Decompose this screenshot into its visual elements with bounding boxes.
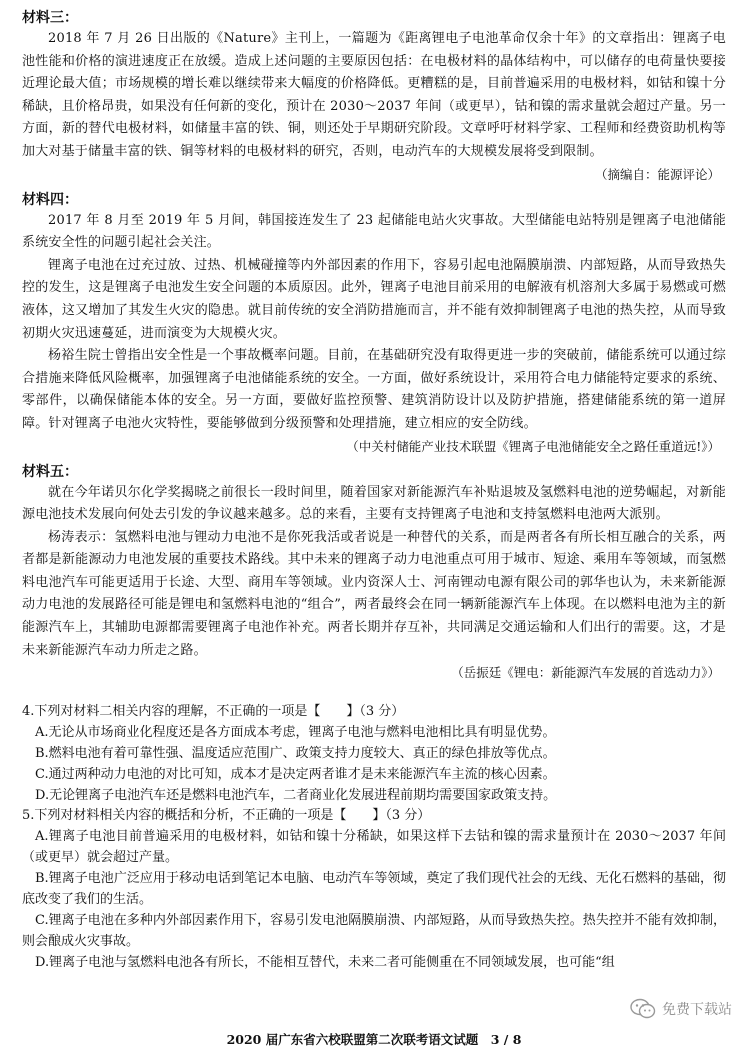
material-four-paragraph: 杨裕生院士曾指出安全性是一个事故概率问题。目前，在基础研究没有取得更进一步的突破前，储能系统可以通过综合措施来降低风险概率，加强锂离子电池储能系统的安全。一方面，做好系统设计，采用符合电力储能特定要求的系统、零部件，以确保储能本体的安全。另一方面，要做好监控预警、建筑消防设计以及防护措施，搭建储能系统的第一道屏障。针对锂离子电池火灾特性，要能够做到分级预警和处理措施，建立相应的安全防线。 xyxy=(22,348,726,431)
material-four-heading: 材料四： xyxy=(22,191,78,208)
page-footer: 2020 届广东省六校联盟第二次联考语文试题 3 / 8 xyxy=(226,1032,522,1047)
material-three-source: （摘编自：能源评论） xyxy=(594,166,720,182)
material-four-paragraph: 锂离子电池在过充过放、过热、机械碰撞等内外部因素的作用下，容易引起电池隔膜崩溃、内部短路，从而导致热失控的发生，这是锂离子电池发生安全问题的本质原因。此外，锂离子电池目前采用的电解液有机溶剂大多属于易燃或可燃液体，这又增加了其发生火灾的隐患。就目前传统的安全消防措施而言，并不能有效抑制锂离子电池的热失控，从而导致初期火灾迅速蔓延，进而演变为大规模火灾。 xyxy=(22,257,726,341)
material-four-paragraph: 2017 年 8 月至 2019 年 5 月间，韩国接连发生了 23 起储能电站火灾事故。大型储能电站特别是锂离子电池储能系统安全性的问题引起社会关注。 xyxy=(22,212,726,251)
question-4 xyxy=(22,702,726,806)
material-four-source: （中关村储能产业技术联盟《锂离子电池储能安全之路任重道远!》） xyxy=(346,438,720,454)
spacer xyxy=(22,688,726,702)
material-five xyxy=(22,462,726,685)
watermark-text: 免费下载站 xyxy=(662,1002,732,1018)
question-4-option-c: C.通过两种动力电池的对比可知，成本才是决定两者谁才是未来能源汽车主流的核心因素。 xyxy=(35,767,556,783)
question-5-option-d: D.锂离子电池与氢燃料电池各有所长，不能相互替代，未来二者可能侧重在不同领域发展，也可能“组 xyxy=(35,955,615,971)
question-5-option-a: A.锂离子电池目前普遍采用的电极材料，如钴和镍十分稀缺，如果这样下去钴和镍的需求量预计在 2030～2037 年间（或更早）就会超过产量。 xyxy=(22,829,726,866)
question-5-stem: 5.下列对材料相关内容的概括和分析，不正确的一项是【 】（3 分） xyxy=(22,808,431,824)
question-5 xyxy=(22,806,726,973)
material-five-source: （岳振廷《锂电：新能源汽车发展的首选动力》） xyxy=(451,665,720,681)
question-4-stem: 4.下列对材料二相关内容的理解，不正确的一项是【 】（3 分） xyxy=(22,704,405,720)
question-5-option-b: B.锂离子电池广泛应用于移动电话到笔记本电脑、电动汽车等领域，奠定了我们现代社会的无线、无化石燃料的基础，彻底改变了我们的生活。 xyxy=(22,871,726,908)
material-five-paragraph: 就在今年诺贝尔化学奖揭晓之前很长一段时间里，随着国家对新能源汽车补贴退坡及氢燃料电池的逆势崛起，对新能源电池技术发展向何处去引发的争议越来越多。总的来看，主要有支持锂离子电池和支持氢燃料电池两大派别。 xyxy=(22,484,726,523)
material-four xyxy=(22,190,726,458)
material-three-heading: 材料三： xyxy=(22,10,78,26)
question-4-option-a: A.无论从市场商业化程度还是各方面成本考虑，锂离子电池与燃料电池相比具有明显优势。 xyxy=(35,725,556,741)
wechat-icon xyxy=(630,998,656,1020)
question-4-option-d: D.无论锂离子电池汽车还是燃料电池汽车，二者商业化发展进程前期均需要国家政策支持。 xyxy=(35,788,557,804)
watermark xyxy=(630,998,732,1020)
material-five-heading: 材料五： xyxy=(22,463,78,480)
material-three xyxy=(22,8,726,186)
question-4-option-b: B.燃料电池有着可靠性强、温度适应范围广、政策支持力度较大、真正的绿色排放等优点。 xyxy=(35,746,556,762)
material-five-paragraph: 杨涛表示：氢燃料电池与锂动力电池不是你死我活或者说是一种替代的关系，而是两者各有所长相互融合的关系，两者都是新能源动力电池发展的重要技术路线。其中未来的锂离子动力电池重点可用于城市、短途、乘用车等领域，而氢燃料电池汽车可能更适用于长途、大型、商用车等领域。业内资深人士、河南锂动电源有限公司的郭华也认为，未来新能源动力电池的发展路径可能是锂电和氢燃料电池的“组合”，两者最终会在同一辆新能源汽车上体现。在以燃料电池为主的新能源汽车上，其辅助电源都需要锂离子电池作补充。两者长期并存互补，共同满足交通运输和人们出行的需要。这，才是未来新能源汽车动力所走之路。 xyxy=(22,529,726,658)
material-three-paragraph: 2018 年 7 月 26 日出版的《Nature》主刊上，一篇题为《距离锂电子电池革命仅余十年》的文章指出：锂离子电池性能和价格的演进速度正在放缓。造成上述问题的主要原因包括：在电极材料的晶体结构中，可以储存的电荷量快要接近理论最大值；市场规模的增长难以继续带来大幅度的价格降低。更糟糕的是，目前普遍采用的电极材料，如钴和镍十分稀缺，且价格昂贵，如果没有任何新的变化，预计在 2030～2037 年间（或更早），钴和镍的需求量就会超过产量。另一方面，新的替代电极材料，如储量丰富的铁、铜，则还处于早期研究阶段。文章呼吁材料学家、工程师和经费资助机构等加大对基于储量丰富的铁、铜等材料的电极材料的研究，否则，电动汽车的大规模发展将受到限制。 xyxy=(22,31,726,159)
question-5-option-c: C.锂离子电池在多种内外部因素作用下，容易引发电池隔膜崩溃、内部短路，从而导致热失控。热失控并不能有效抑制，则会酿成火灾事故。 xyxy=(22,913,726,950)
